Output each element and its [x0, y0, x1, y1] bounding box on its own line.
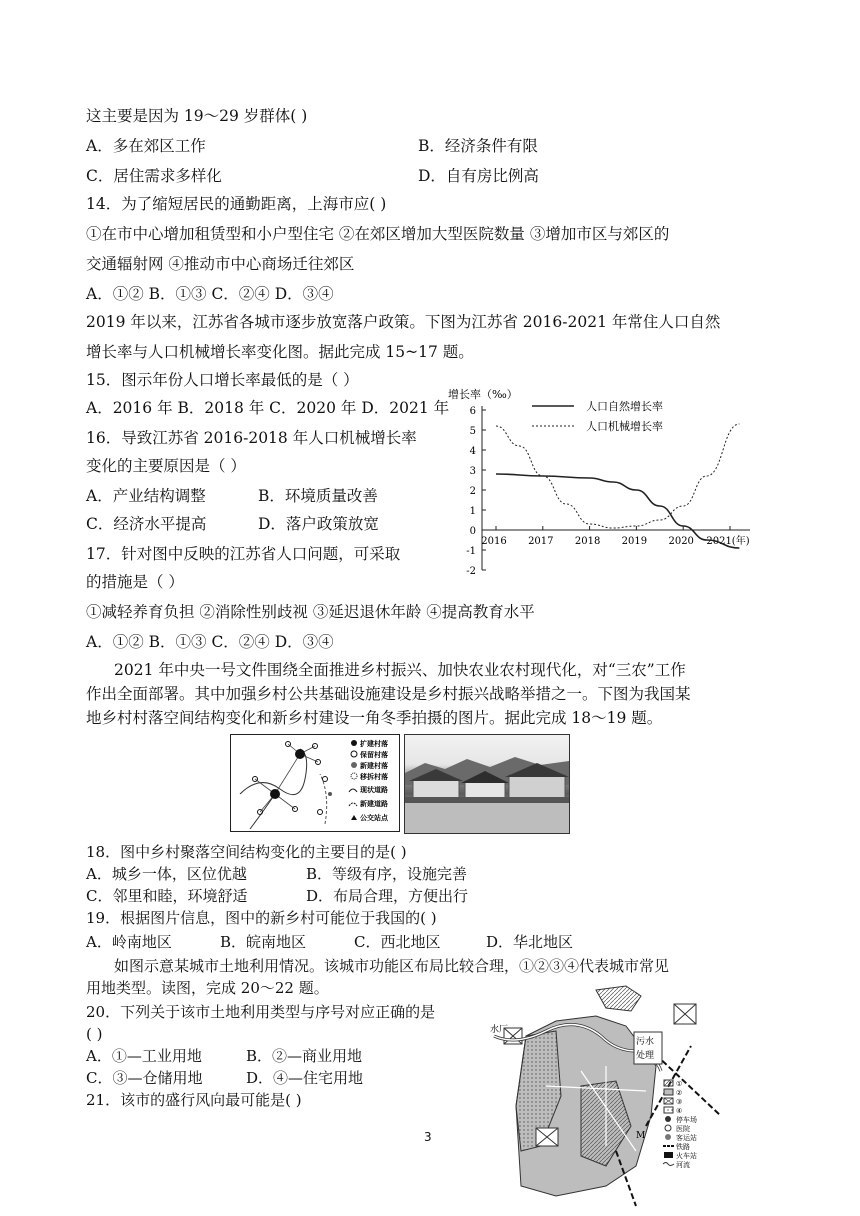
new-village-photo: [404, 734, 570, 834]
chart-y-tick-label: 1: [469, 506, 476, 517]
village-legend-2: 新建村落: [360, 761, 388, 770]
q16-option-a: A．产业结构调整: [86, 487, 206, 505]
legend-label: 人口自然增长率: [586, 400, 663, 413]
village-legend-1: 保留村落: [360, 750, 388, 759]
sewage-label-1: 污水: [636, 1037, 655, 1047]
map-legend-6: 客运站: [676, 1134, 697, 1142]
chart-x-tick-label: 2019: [621, 536, 648, 547]
chart-x-tick-label: 2016: [481, 536, 507, 547]
chart-y-tick-label: 4: [469, 446, 476, 457]
chart-y-tick-label: 2: [469, 486, 476, 497]
q19-option-d: D．华北地区: [486, 933, 574, 951]
map-legend-7: 铁路: [676, 1143, 690, 1151]
q16-stem-line2: 变化的主要原因是（ ）: [86, 457, 246, 475]
map-legend-3: ④: [676, 1107, 683, 1115]
intro18-line2: 作出全面部署。其中加强乡村公共基础设施建设是乡村振兴战略举措之一。下图为我国某: [86, 685, 691, 703]
intro15-line1: 2019 年以来，江苏省各城市逐步放宽落户政策。下图为江苏省 2016-2021 年常住人口自然: [86, 313, 721, 331]
q18-option-d: D．布局合理，方便出行: [306, 887, 469, 905]
q16-option-d: D．落户政策放宽: [258, 515, 379, 533]
village-legend-3: 移拆村落: [360, 772, 388, 781]
page-number: 3: [424, 1130, 432, 1144]
q17-answers: A．①② B．①③ C．②④ D．③④: [86, 633, 334, 651]
sewage-label-2: 处理: [636, 1051, 655, 1061]
chart-ylabel: 增长率（‰）: [448, 388, 518, 401]
map-legend-2: ③: [676, 1098, 683, 1106]
q13-option-a: A．多在郊区工作: [86, 137, 206, 155]
village-structure-diagram: [230, 734, 400, 832]
m-label: M: [636, 1131, 646, 1141]
q21-stem: 21．该市的盛行风向最可能是( ): [86, 1091, 302, 1109]
q16-stem-line1: 16．导致江苏省 2016-2018 年人口机械增长率: [86, 429, 417, 447]
map-legend-0: ①: [676, 1080, 683, 1088]
chart-y-tick-label: 3: [469, 466, 476, 477]
water-plant-label: 水厂: [490, 1025, 509, 1035]
q20-paren: ( ): [86, 1025, 103, 1043]
q15-answers: A．2016 年 B．2018 年 C．2020 年 D．2021 年: [86, 399, 450, 417]
q13-option-c: C．居住需求多样化: [86, 167, 222, 185]
q18-option-c: C．邻里和睦，环境舒适: [86, 887, 248, 905]
q15-stem: 15．图示年份人口增长率最低的是（ ）: [86, 371, 359, 389]
q19-option-c: C．西北地区: [354, 933, 441, 951]
village-legend-0: 扩建村落: [360, 739, 388, 748]
intro20-line2: 用地类型。读图，完成 20～22 题。: [86, 979, 329, 997]
village-legend-4: 现状道路: [360, 785, 388, 794]
expanded-village-marker: [295, 749, 305, 759]
q14-options-line1: ①在市中心增加租赁型和小户型住宅 ②在郊区增加大型医院数量 ③增加市区与郊区的: [86, 225, 670, 243]
intro18-line1: 2021 年中央一号文件围绕全面推进乡村振兴、加快农业农村现代化，对“三农”工作: [114, 661, 686, 679]
expanded-village-marker: [270, 789, 280, 799]
q17-stem-line1: 17．针对图中反映的江苏省人口问题，可采取: [86, 545, 401, 563]
chart-y-tick-label: 6: [469, 406, 476, 417]
q20-option-a: A．①—工业用地: [86, 1047, 202, 1065]
map-legend-9: 河流: [676, 1161, 690, 1169]
q19-option-b: B．皖南地区: [220, 933, 307, 951]
map-legend-4: 停车场: [676, 1116, 697, 1124]
chart-y-tick-label: 0: [469, 526, 476, 537]
chart-y-tick-label: -2: [466, 566, 476, 577]
q18-option-a: A．城乡一体，区位优越: [86, 865, 247, 883]
q16-option-b: B．环境质量改善: [258, 487, 378, 505]
q14-answers: A．①② B．①③ C．②④ D．③④: [86, 285, 334, 303]
intro15-line2: 增长率与人口机械增长率变化图。据此完成 15~17 题。: [86, 343, 474, 361]
q13-stem: 这主要是因为 19～29 岁群体( ): [86, 107, 308, 125]
q13-option-d: D．自有房比例高: [418, 167, 539, 185]
intro20-line1: 如图示意某城市土地利用情况。该城市功能区布局比较合理，①②③④代表城市常见: [114, 957, 670, 975]
village-legend-5: 新建道路: [360, 799, 388, 808]
q19-option-a: A．岭南地区: [86, 933, 172, 951]
q18-stem: 18．图中乡村聚落空间结构变化的主要目的是( ): [86, 843, 407, 861]
chart-y-tick-label: -1: [466, 546, 476, 557]
chart-x-tick-label: 2021(年): [706, 536, 750, 547]
q14-options-line2: 交通辐射网 ④推动市中心商场迁往郊区: [86, 255, 355, 273]
q20-option-d: D．④—住宅用地: [246, 1069, 364, 1087]
q20-stem: 20．下列关于该市土地利用类型与序号对应正确的是: [86, 1003, 436, 1021]
map-legend-5: 医院: [676, 1125, 690, 1133]
q18-option-b: B．等级有序，设施完善: [306, 865, 468, 883]
q17-stem-line2: 的措施是（ ）: [86, 573, 184, 591]
q20-option-b: B．②—商业用地: [246, 1047, 363, 1065]
map-legend-1: ②: [676, 1089, 683, 1097]
map-legend-8: 火车站: [676, 1152, 697, 1160]
city-land-use-map: [486, 976, 726, 1212]
q20-option-c: C．③—仓储用地: [86, 1069, 203, 1087]
q13-option-b: B．经济条件有限: [418, 137, 538, 155]
chart-x-tick-label: 2017: [528, 536, 554, 547]
q17-options: ①减轻养育负担 ②消除性别歧视 ③延迟退休年龄 ④提高教育水平: [86, 603, 535, 621]
q16-option-c: C．经济水平提高: [86, 515, 207, 533]
chart-x-tick-label: 2020: [668, 536, 694, 547]
legend-label: 人口机械增长率: [586, 420, 663, 433]
population-growth-chart: [440, 384, 772, 582]
chart-y-tick-label: 5: [469, 426, 476, 437]
chart-x-tick-label: 2018: [574, 536, 601, 547]
intro18-line3: 地乡村村落空间结构变化和新乡村建设一角冬季拍摄的图片。据此完成 18～19 题。: [86, 709, 663, 727]
q19-stem: 19．根据图片信息，图中的新乡村可能位于我国的( ): [86, 909, 437, 927]
village-legend-6: 公交站点: [360, 813, 388, 822]
q14-stem: 14．为了缩短居民的通勤距离，上海市应( ): [86, 195, 387, 213]
